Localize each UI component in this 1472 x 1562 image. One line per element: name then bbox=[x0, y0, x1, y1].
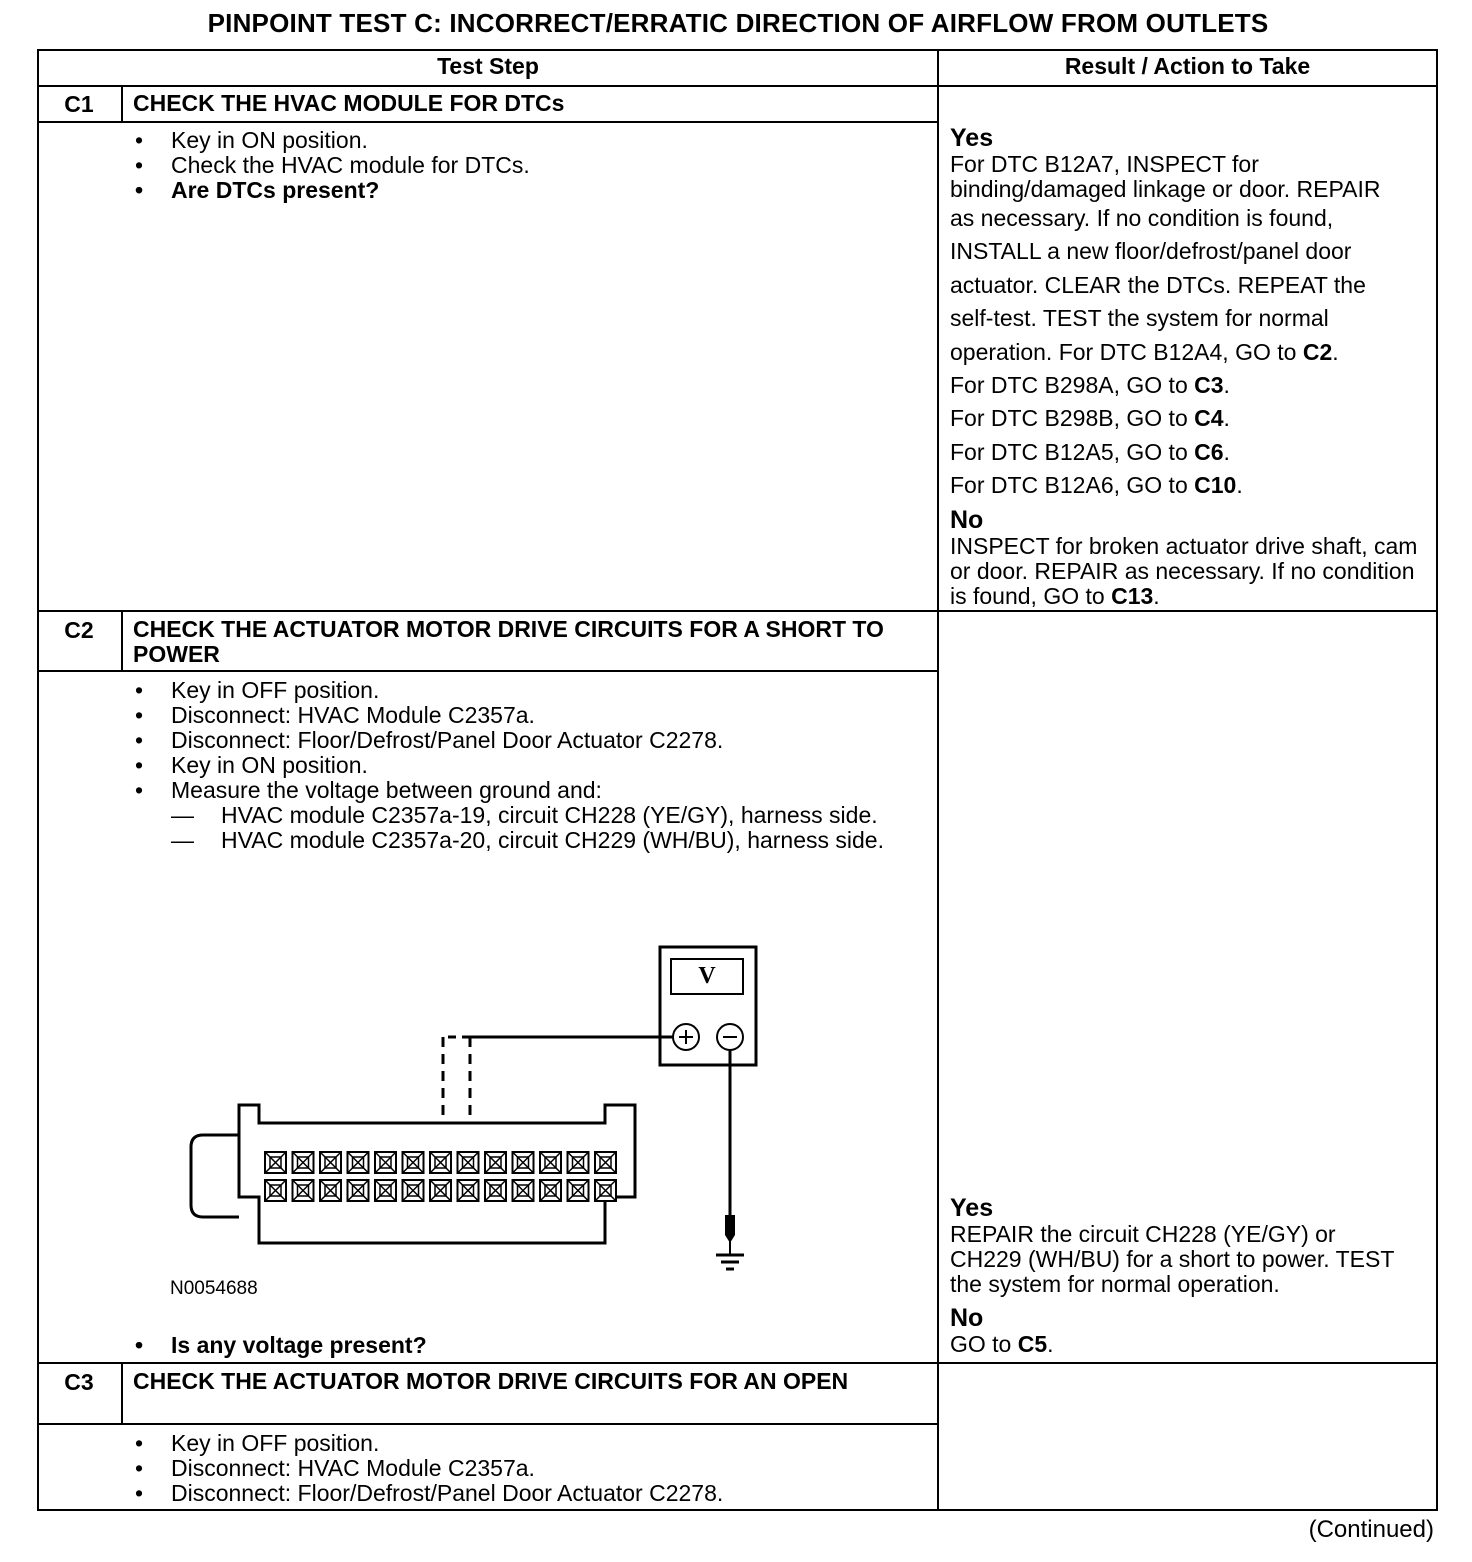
sub-list-item: — HVAC module C2357a-19, circuit CH228 (YE/GY), harness side. bbox=[171, 802, 878, 828]
header-test-step: Test Step bbox=[437, 53, 539, 79]
list-item: • Key in OFF position. bbox=[135, 1430, 380, 1456]
c1-goto-line: For DTC B12A5, GO to C6. bbox=[950, 438, 1230, 465]
connector-pin bbox=[568, 1152, 589, 1173]
connector-pin bbox=[595, 1152, 616, 1173]
sub-list-item: — HVAC module C2357a-20, circuit CH229 (WH/BU), harness side. bbox=[171, 827, 884, 853]
c1-yes-label: Yes bbox=[950, 124, 994, 152]
c2-yes-label: Yes bbox=[950, 1194, 994, 1222]
page-title: PINPOINT TEST C: INCORRECT/ERRATIC DIRECTION OF AIRFLOW FROM OUTLETS bbox=[207, 8, 1269, 38]
c2-bottom-divider bbox=[37, 1362, 1438, 1364]
voltmeter-diagram bbox=[175, 935, 795, 1275]
connector-pin bbox=[458, 1180, 479, 1201]
connector-pin bbox=[375, 1152, 396, 1173]
c1-yes-line: binding/damaged linkage or door. REPAIR bbox=[950, 176, 1381, 202]
c2-yes-text: REPAIR the circuit CH228 (YE/GY) or CH229 (WH/BU) for a short to power. TEST the system for normal operation. bbox=[950, 1221, 1394, 1297]
list-item: • Key in ON position. bbox=[135, 752, 368, 778]
connector-pin bbox=[293, 1152, 314, 1173]
c2-question-list bbox=[133, 1333, 913, 1358]
c2-no-text: GO to C5. bbox=[950, 1331, 1054, 1357]
step-title-c1: CHECK THE HVAC MODULE FOR DTCs bbox=[133, 90, 565, 116]
list-item: • Key in ON position. bbox=[135, 127, 368, 153]
list-item: • Measure the voltage between ground and: — HVAC module C2357a-19, circuit CH228 (YE/GY), harness side. — HVAC module C2357a-20, circuit CH229 (WH/BU), harness side. bbox=[133, 778, 913, 853]
c2-title-divider bbox=[37, 670, 939, 672]
id-divider-c1 bbox=[121, 85, 123, 123]
voltmeter-symbol: V bbox=[698, 963, 716, 989]
c1-bottom-divider bbox=[37, 610, 1438, 612]
connector-pin bbox=[320, 1180, 341, 1201]
c1-yes-line: as necessary. If no condition is found, bbox=[950, 205, 1334, 231]
connector-pin bbox=[485, 1180, 506, 1201]
continued-note: (Continued) bbox=[1308, 1516, 1434, 1543]
c1-yes-line: self-test. TEST the system for normal bbox=[950, 305, 1329, 332]
connector-pin bbox=[595, 1180, 616, 1201]
connector-c2357a bbox=[191, 1105, 635, 1243]
c1-result bbox=[950, 125, 1430, 609]
step-id-c1: C1 bbox=[64, 91, 94, 117]
connector-pin bbox=[458, 1152, 479, 1173]
c3-action-list bbox=[133, 1431, 913, 1506]
c2-sub-list bbox=[171, 803, 913, 853]
c1-question: • Are DTCs present? bbox=[135, 177, 380, 203]
figure-id: N0054688 bbox=[170, 1278, 258, 1299]
c1-title-divider bbox=[37, 121, 939, 123]
list-item: • Disconnect: HVAC Module C2357a. bbox=[135, 1455, 535, 1481]
step-id-c2: C2 bbox=[64, 617, 94, 643]
connector-pin bbox=[485, 1152, 506, 1173]
connector-pin bbox=[375, 1180, 396, 1201]
c1-goto-line: operation. For DTC B12A4, GO to C2. bbox=[950, 338, 1339, 365]
c1-yes-line: For DTC B12A7, INSPECT for bbox=[950, 151, 1259, 177]
c2-action-list bbox=[133, 678, 913, 853]
list-item: • Check the HVAC module for DTCs. bbox=[135, 152, 530, 178]
c1-goto-line: For DTC B298B, GO to C4. bbox=[950, 405, 1230, 432]
c1-goto-line: For DTC B298A, GO to C3. bbox=[950, 372, 1230, 399]
column-divider bbox=[937, 49, 939, 1511]
connector-pin bbox=[265, 1152, 286, 1173]
c1-yes-line: actuator. CLEAR the DTCs. REPEAT the bbox=[950, 271, 1366, 298]
connector-pin bbox=[540, 1180, 561, 1201]
list-item: • Disconnect: HVAC Module C2357a. bbox=[135, 702, 535, 728]
connector-pin bbox=[320, 1152, 341, 1173]
connector-pin bbox=[513, 1152, 534, 1173]
list-item: • Disconnect: Floor/Defrost/Panel Door Actuator C2278. bbox=[135, 1480, 724, 1506]
connector-pin bbox=[403, 1152, 424, 1173]
connector-pin bbox=[293, 1180, 314, 1201]
connector-pin bbox=[513, 1180, 534, 1201]
c1-yes-line: INSTALL a new floor/defrost/panel door bbox=[950, 238, 1352, 265]
c1-goto-line: For DTC B12A6, GO to C10. bbox=[950, 472, 1243, 499]
header-result: Result / Action to Take bbox=[1064, 53, 1311, 79]
step-id-c3: C3 bbox=[64, 1369, 94, 1395]
step-title-c2: CHECK THE ACTUATOR MOTOR DRIVE CIRCUITS FOR A SHORT TO POWER bbox=[133, 616, 884, 667]
list-item: • Disconnect: Floor/Defrost/Panel Door Actuator C2278. bbox=[135, 727, 724, 753]
step-title-c3: CHECK THE ACTUATOR MOTOR DRIVE CIRCUITS FOR AN OPEN bbox=[133, 1368, 849, 1394]
connector-pin bbox=[403, 1180, 424, 1201]
c2-question: • Is any voltage present? bbox=[135, 1332, 427, 1358]
connector-pin bbox=[540, 1152, 561, 1173]
connector-pin bbox=[568, 1180, 589, 1201]
header-divider bbox=[37, 85, 1438, 87]
connector-pin bbox=[348, 1152, 369, 1173]
ground-icon bbox=[716, 1255, 744, 1269]
connector-pin bbox=[348, 1180, 369, 1201]
connector-pin bbox=[430, 1152, 451, 1173]
c1-action-list bbox=[133, 128, 923, 203]
c1-no-label: No bbox=[950, 505, 984, 534]
c3-title-divider bbox=[37, 1423, 939, 1425]
connector-pin bbox=[430, 1180, 451, 1201]
connector-pin bbox=[265, 1180, 286, 1201]
id-divider-c2 bbox=[121, 610, 123, 672]
list-item: • Key in OFF position. bbox=[135, 677, 380, 703]
c2-result bbox=[950, 1195, 1420, 1357]
c2-no-label: No bbox=[950, 1304, 984, 1332]
id-divider-c3 bbox=[121, 1362, 123, 1425]
c1-no-text: INSPECT for broken actuator drive shaft, cam or door. REPAIR as necessary. If no condition is found, GO to C13. bbox=[950, 532, 1418, 609]
